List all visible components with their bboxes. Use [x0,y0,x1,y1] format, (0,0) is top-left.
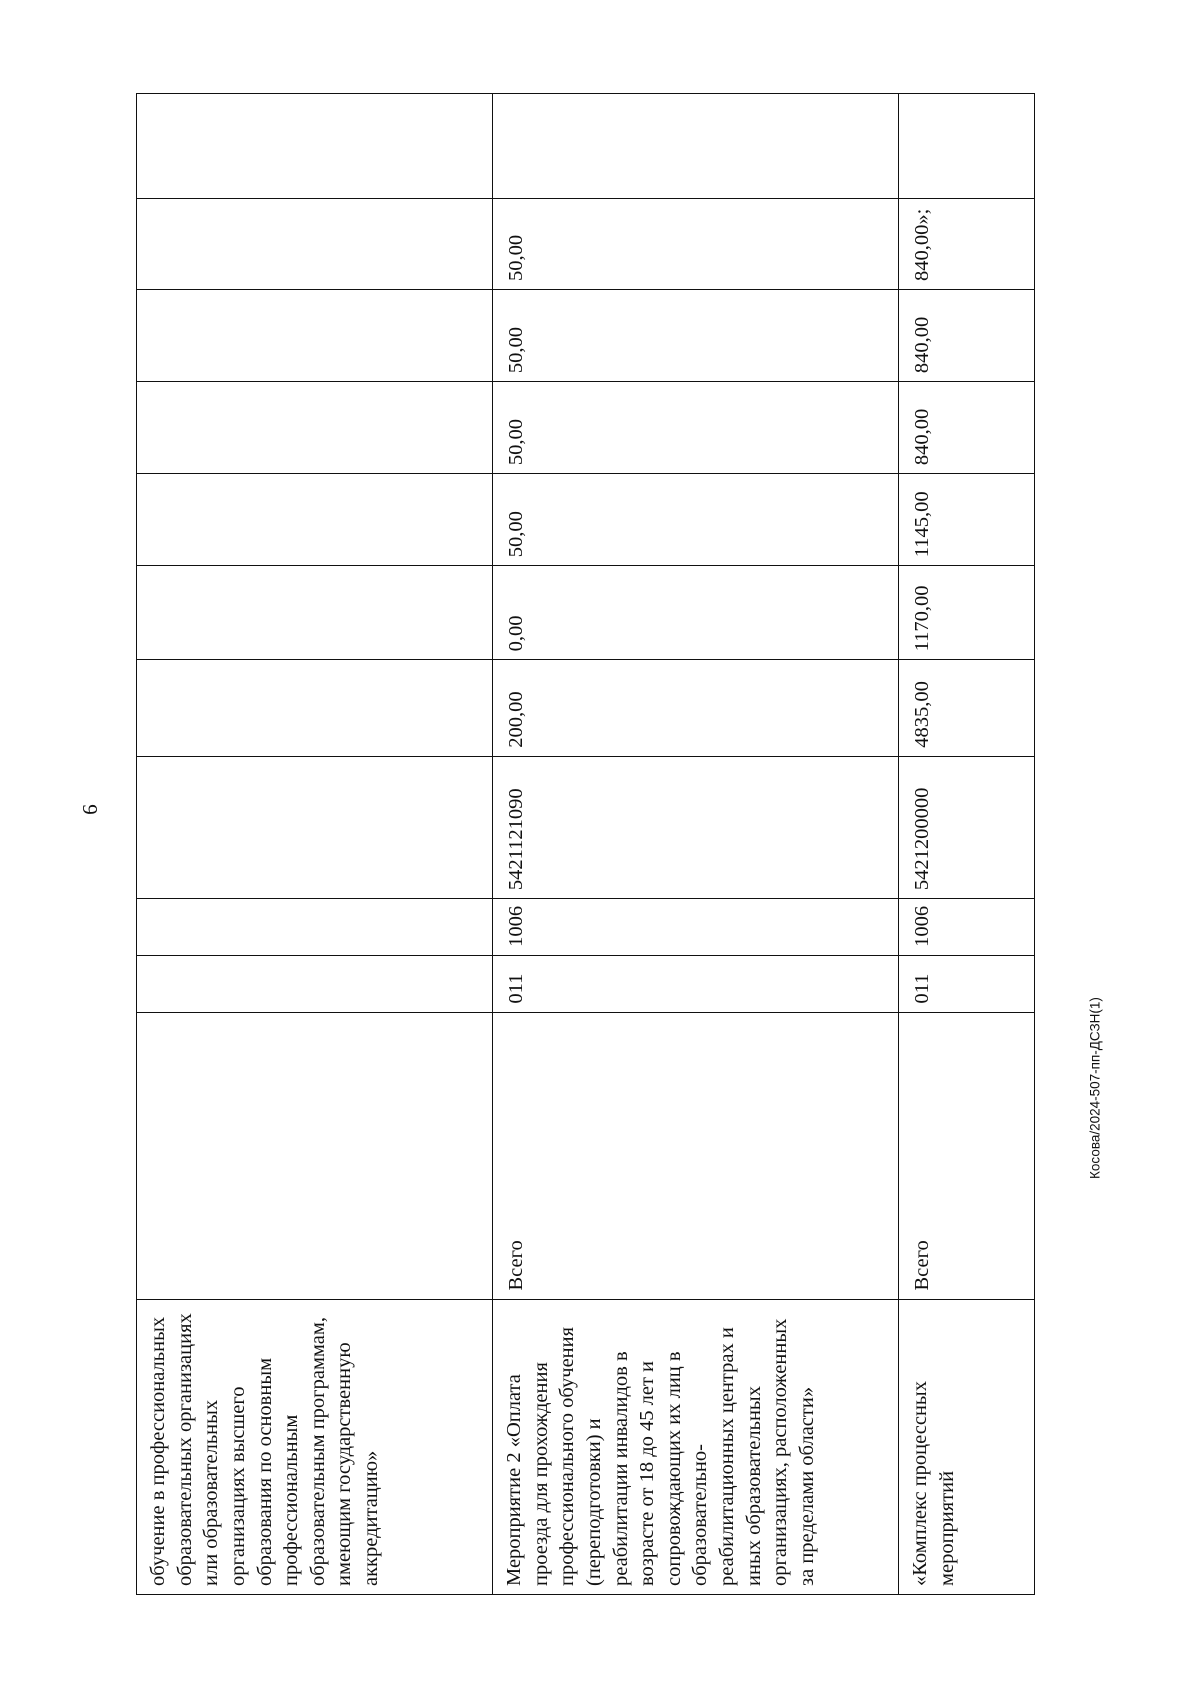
table-rotated-container [136,93,1034,1595]
cell-value: 200,00 [493,660,899,756]
table-row [137,94,493,1595]
page-number: 9 [77,804,102,815]
cell-value: 4835,00 [899,660,1035,756]
cell-rz-pr: 1006 [899,899,1035,956]
cell-csr: 5421200000 [899,756,1035,898]
cell-value [137,199,493,290]
cell-name: Мероприятие 2 «Оплата проезда для прохождения профессионального обучения (переподготовки) и реабилитации инвалидов в возрасте от 18 до 45 лет и сопровождающих их лиц в образовательно-реабилитационных центрах и иных образовательных организациях, расположенных за пределами области» [493,1299,899,1594]
cell-grbs: 011 [493,955,899,1012]
budget-table [136,93,1035,1595]
cell-source: Всего [493,1012,899,1299]
cell-grbs: 011 [899,955,1035,1012]
cell-value: 840,00 [899,290,1035,382]
cell-value [137,94,493,199]
table-row [899,94,1035,1595]
cell-value [137,290,493,382]
cell-value: 0,00 [493,566,899,660]
cell-value [493,94,899,199]
cell-csr [137,756,493,898]
cell-value: 50,00 [493,290,899,382]
cell-value: 50,00 [493,199,899,290]
cell-source: Всего [899,1012,1035,1299]
cell-value [137,474,493,566]
cell-rz-pr [137,899,493,956]
cell-value: 840,00 [899,382,1035,474]
cell-value: 50,00 [493,474,899,566]
cell-value [137,566,493,660]
cell-source [137,1012,493,1299]
cell-value [137,660,493,756]
cell-value: 840,00»; [899,199,1035,290]
cell-name: «Комплекс процессных мероприятий [899,1299,1035,1594]
cell-grbs [137,955,493,1012]
cell-value: 50,00 [493,382,899,474]
cell-value: 1170,00 [899,566,1035,660]
cell-value [137,382,493,474]
cell-value: 1145,00 [899,474,1035,566]
table-row [493,94,899,1595]
cell-name: обучение в профессиональных образовательных организациях или образовательных организациях высшего образования по основным профессиональным образовательным программам, имеющим государственную аккредитацию» [137,1299,493,1594]
document-code: Косова/2024-507-пп-ДСЗН(1) [1087,997,1103,1179]
cell-rz-pr: 1006 [493,899,899,956]
cell-value [899,94,1035,199]
cell-csr: 5421121090 [493,756,899,898]
